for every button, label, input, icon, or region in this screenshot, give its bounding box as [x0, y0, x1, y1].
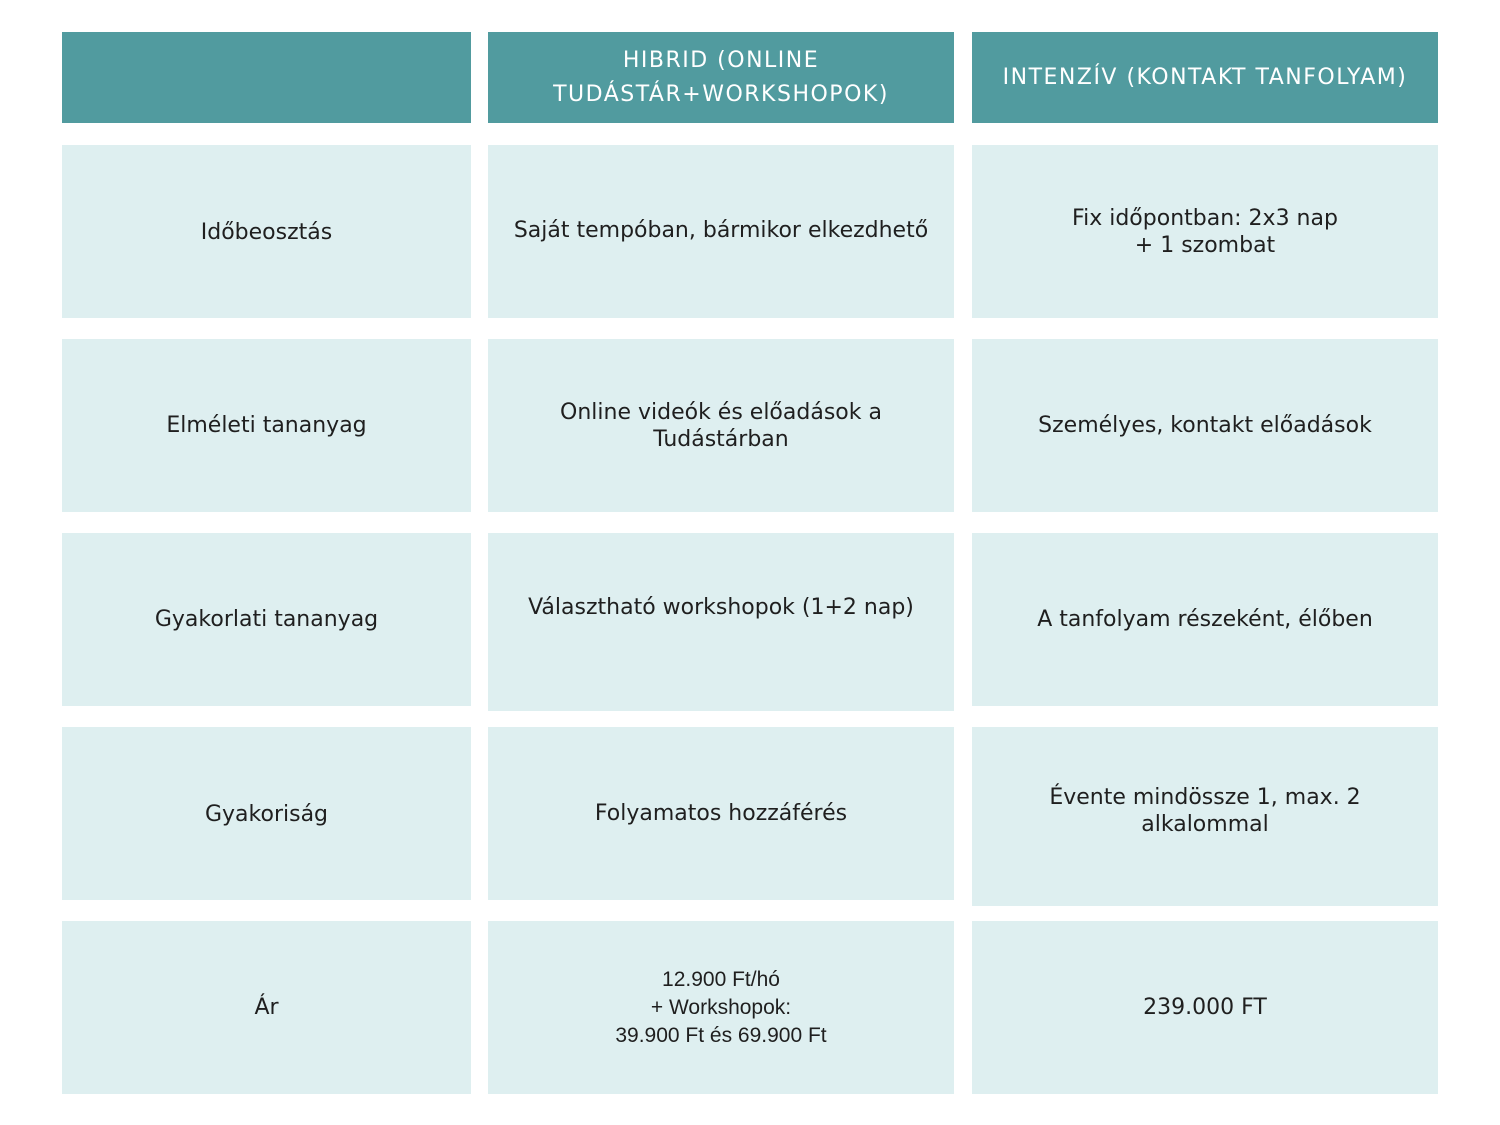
intenziv-elmeleti: Személyes, kontakt előadások	[972, 339, 1438, 512]
intenziv-gyakorlati: A tanfolyam részeként, élőben	[972, 533, 1438, 706]
row-label-idobeosztas: Időbeosztás	[62, 145, 471, 318]
intenziv-ar: 239.000 FT	[972, 921, 1438, 1094]
intenziv-idobeosztas: Fix időpontban: 2x3 nap + 1 szombat	[972, 145, 1438, 318]
intenziv-gyakorisag: Évente mindössze 1, max. 2 alkalommal	[972, 727, 1438, 906]
header-intenziv: INTENZÍV (KONTAKT TANFOLYAM)	[972, 32, 1438, 123]
hibrid-elmeleti: Online videók és előadások a Tudástárban	[488, 339, 954, 512]
header-empty	[62, 32, 471, 123]
row-label-elmeleti: Elméleti tananyag	[62, 339, 471, 512]
hibrid-idobeosztas: Saját tempóban, bármikor elkezdhető	[488, 145, 954, 318]
row-label-ar: Ár	[62, 921, 471, 1094]
hibrid-ar: 12.900 Ft/hó + Workshopok: 39.900 Ft és 69.900 Ft	[488, 921, 954, 1094]
row-label-gyakorlati: Gyakorlati tananyag	[62, 533, 471, 706]
hibrid-gyakorisag: Folyamatos hozzáférés	[488, 727, 954, 900]
row-label-gyakorisag: Gyakoriság	[62, 727, 471, 900]
hibrid-gyakorlati: Választható workshopok (1+2 nap)	[488, 533, 954, 711]
header-hibrid: HIBRID (ONLINE TUDÁSTÁR+WORKSHOPOK)	[488, 32, 954, 123]
